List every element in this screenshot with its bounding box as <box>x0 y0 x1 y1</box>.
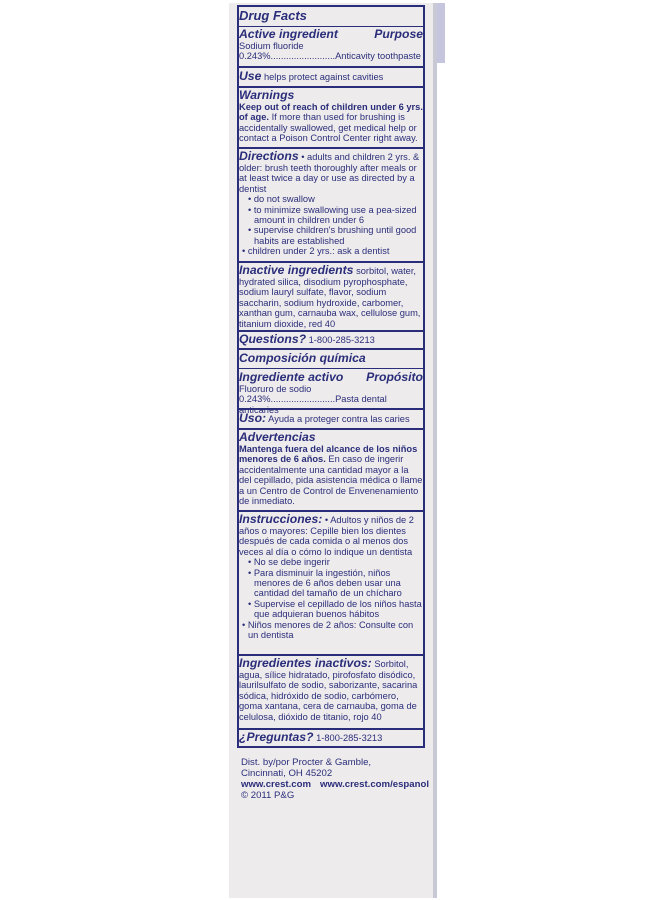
directions-heading: Directions <box>239 149 299 163</box>
direction-item: • do not swallow <box>248 194 315 205</box>
uso-heading: Uso: <box>239 411 267 425</box>
distributor-line: Dist. by/por Procter & Gamble, <box>241 757 372 768</box>
active-ingredient-heading: Active ingredient <box>239 27 338 41</box>
divider <box>239 66 423 68</box>
uso-text: Ayuda a proteger contra las caries <box>268 414 410 424</box>
direction-item: • Adultos y niños de 2 años o mayores: Cepille bien los dientes después de cada comida o al menos dos veces al día o cómo lo indique un dentista <box>239 515 414 557</box>
advertencias-bold: Mantenga fuera del alcance de los niños menores de 6 años. <box>239 444 418 465</box>
active-ingredient-section <box>239 28 423 62</box>
use-heading: Use <box>239 69 262 83</box>
ingredientes-inactivos-heading: Ingredientes inactivos: <box>239 656 372 670</box>
distributor-info <box>241 757 431 801</box>
warnings-section <box>239 89 423 144</box>
preguntas-heading: ¿Preguntas? <box>239 730 314 744</box>
advertencias-section <box>239 431 423 506</box>
website-es-link[interactable]: www.crest.com/espanol <box>320 779 429 790</box>
ingredientes-inactivos-section <box>239 657 423 722</box>
questions-section <box>239 333 423 346</box>
purpose-heading: Purpose <box>374 27 423 41</box>
preguntas-section <box>239 731 423 744</box>
distributor-address: Cincinnati, OH 45202 <box>241 768 333 779</box>
ingredientes-inactivos-text: Sorbitol, agua, sílice hidratado, pirofosfato disódico, laurilsulfato de sodio, saborizante, sacarina sódica, hidróxido de sodio, carbómero, goma xantana, cera de carnauba, goma de celulosa, dióxido de titanio, rojo 40 <box>239 659 418 722</box>
instrucciones-section <box>239 513 423 640</box>
use-section <box>239 70 423 83</box>
ingrediente-activo-heading: Ingrediente activo <box>239 370 344 384</box>
proposito-heading: Propósito <box>366 370 423 384</box>
use-text: helps protect against cavities <box>263 72 384 82</box>
divider <box>239 408 423 410</box>
ingredient-name: Fluoruro de sodio <box>239 384 312 394</box>
copyright: © 2011 P&G <box>241 790 295 801</box>
uso-section <box>239 412 423 425</box>
direction-item: • Supervise el cepillado de los niños hasta que adquieran buenos hábitos <box>248 598 422 620</box>
advertencias-text: En caso de ingerir accidentalmente una cantidad mayor a la del cepillado, pida asistencia médica o llame a un Centro de Control de Envenenamiento de inmediato. <box>239 454 423 507</box>
warnings-heading: Warnings <box>239 88 295 102</box>
ingredient-name: Sodium fluoride <box>239 41 304 51</box>
direction-item: • Para disminuir la ingestión, niños menores de 6 años deben usar una cantidad del tamaño de un chícharo <box>248 567 402 599</box>
direction-item: • to minimize swallowing use a pea-sized amount in children under 6 <box>248 204 417 226</box>
direction-item: • supervise children's brushing until good habits are established <box>248 225 417 246</box>
divider <box>239 348 423 350</box>
advertencias-heading: Advertencias <box>239 430 316 444</box>
drug-facts-title: Drug Facts <box>239 8 307 23</box>
edge-strip <box>437 3 445 63</box>
spanish-title: Composición química <box>239 351 366 365</box>
ingredient-line: 0.243%.........................Pasta dental anticaries <box>239 394 387 415</box>
warnings-text: If more than used for brushing is accidentally swallowed, get medical help or contact a Poison Control Center right away. <box>239 112 418 144</box>
inactive-ingredients-section <box>239 264 423 329</box>
inactive-heading: Inactive ingredients <box>239 263 354 277</box>
warnings-bold: Keep out of reach of children under 6 yrs. of age. <box>239 102 423 123</box>
website-en-link[interactable]: www.crest.com <box>241 779 312 790</box>
direction-item: • No se debe ingerir <box>248 557 330 568</box>
instrucciones-heading: Instrucciones: <box>239 512 323 526</box>
direction-item: • adults and children 2 yrs. & older: brush teeth thoroughly after meals or at least twice a day or use as directed by a dentist <box>239 152 420 194</box>
questions-phone: 1-800-285-3213 <box>308 335 375 345</box>
directions-section <box>239 150 423 257</box>
inactive-text: sorbitol, water, hydrated silica, disodium pyrophosphate, sodium lauryl sulfate, flavor, sodium saccharin, sodium hydroxide, carbomer, xanthan gum, carnauba wax, cellulose gum, titanium dioxide, red 40 <box>239 266 421 329</box>
direction-item: • children under 2 yrs.: ask a dentist <box>242 246 390 257</box>
divider <box>239 368 423 369</box>
preguntas-phone: 1-800-285-3213 <box>316 733 383 743</box>
ingredient-line: 0.243%.........................Anticavity toothpaste <box>239 51 421 62</box>
questions-heading: Questions? <box>239 332 307 346</box>
direction-item: • Niños menores de 2 años: Consulte con un dentista <box>242 619 414 641</box>
